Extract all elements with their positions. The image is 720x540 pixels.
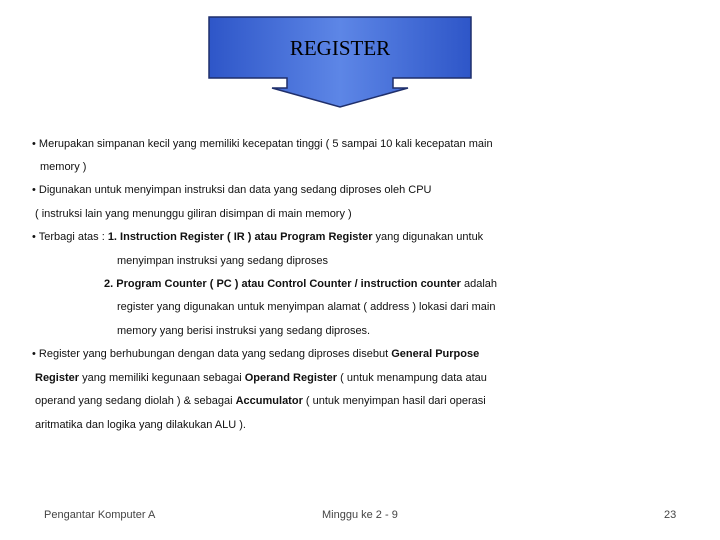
bullet-4-line-4: aritmatika dan logika yang dilakukan ALU ). (35, 419, 246, 431)
bullet-2-line-1: • Digunakan untuk menyimpan instruksi dan data yang sedang diproses oleh CPU (32, 184, 432, 196)
bullet-2-line-2: ( instruksi lain yang menunggu giliran disimpan di main memory ) (35, 208, 352, 220)
bullet-3-line-1: • Terbagi atas : 1. Instruction Register ( IR ) atau Program Register yang digunakan untuk (32, 231, 484, 243)
bullet-1-line-2: memory ) (40, 161, 87, 173)
title-callout (208, 16, 472, 108)
bullet-4-line-3: operand yang sedang diolah ) & sebagai Accumulator ( untuk menyimpan hasil dari operasi (35, 395, 486, 407)
down-arrow-callout-shape (208, 16, 472, 108)
bullet-1-line-1: • Merupakan simpanan kecil yang memiliki kecepatan tinggi ( 5 sampai 10 kali kecepatan main (32, 138, 493, 150)
bullet-4-line-1: • Register yang berhubungan dengan data yang sedang diproses disebut General Purpose (32, 348, 480, 360)
footer-course: Pengantar Komputer A (44, 509, 156, 521)
slide-title: REGISTER (289, 36, 391, 60)
bullet-4-line-2: Register yang memiliki kegunaan sebagai Operand Register ( untuk menampung data atau (35, 372, 487, 384)
bullet-3-item-1-line-2: menyimpan instruksi yang sedang diproses (117, 255, 328, 267)
footer-page-number: 23 (664, 509, 677, 521)
bullet-3-item-2-line-1: 2. Program Counter ( PC ) atau Control Counter / instruction counter adalah (104, 278, 497, 290)
bullet-3-item-2-line-3: memory yang berisi instruksi yang sedang diproses. (117, 325, 371, 337)
bullet-3-item-2-line-2: register yang digunakan untuk menyimpan alamat ( address ) lokasi dari main (117, 301, 496, 313)
footer-week: Minggu ke 2 - 9 (322, 509, 398, 521)
